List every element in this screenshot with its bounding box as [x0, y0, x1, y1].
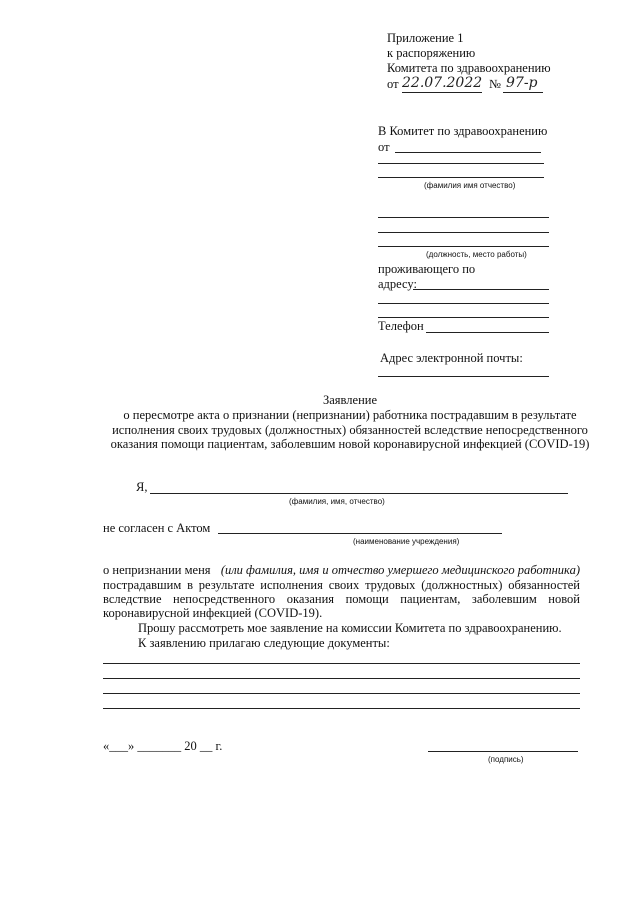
para1-line4: коронавирусной инфекцией (COVID-19). [103, 606, 323, 620]
statement-subtitle-3: оказания помощи пациентам, заболевшим новой коронавирусной инфекцией (COVID-19) [110, 437, 590, 451]
address-line-3[interactable] [378, 317, 549, 318]
address-line-1[interactable] [413, 289, 549, 290]
residing-label-1: проживающего по [378, 262, 476, 276]
phone-line[interactable] [426, 332, 549, 333]
addressee-to: В Комитет по здравоохранению [378, 124, 548, 138]
institution-line[interactable] [218, 533, 502, 534]
appendix-line3: Комитета по здравоохранению [387, 61, 551, 75]
statement-subtitle-2: исполнения своих трудовых (должностных) обязанностей вследствие непосредственного [112, 423, 588, 437]
phone-label: Телефон [378, 319, 424, 333]
document-line-3[interactable] [103, 693, 580, 694]
para1-line3: вследствие непосредственного оказания помощи пациентам, заболевшим новой [103, 592, 580, 606]
addressee-from-label: от [378, 140, 390, 154]
appendix-date: 22.07.2022 [402, 75, 483, 91]
from-line-1[interactable] [395, 152, 541, 153]
institution-caption: (наименование учреждения) [353, 537, 460, 546]
residing-label-2: адресу: [378, 277, 417, 291]
document-line-1[interactable] [103, 663, 580, 664]
para1-start: о непризнании меня [103, 563, 211, 577]
para1-line1 [103, 563, 580, 578]
from-line-3[interactable] [378, 177, 544, 178]
attach-text: К заявлению прилагаю следующие документы: [138, 636, 390, 650]
para1-italic: (или фамилия, имя и отчество умершего медицинского работника) [220, 563, 580, 577]
statement-title: Заявление [322, 393, 377, 407]
signature-line[interactable] [428, 751, 578, 752]
position-line-2[interactable] [378, 232, 549, 233]
email-line[interactable] [378, 376, 549, 377]
appendix-title: Приложение 1 [387, 31, 464, 45]
signature-caption: (подпись) [488, 755, 524, 764]
date-field[interactable]: «___» _______ 20 __ г. [103, 739, 223, 753]
position-caption: (должность, место работы) [426, 250, 527, 259]
appendix-date-line [402, 92, 482, 93]
name-caption: (фамилия имя отчество) [424, 181, 516, 190]
applicant-name-line[interactable] [150, 493, 568, 494]
disagree-label: не согласен с Актом [103, 521, 211, 535]
position-line-3[interactable] [378, 246, 549, 247]
applicant-name-caption: (фамилия, имя, отчество) [289, 497, 385, 506]
appendix-number: 97-р [506, 75, 538, 91]
position-line-1[interactable] [378, 217, 549, 218]
i-label: Я, [136, 480, 148, 494]
appendix-line2: к распоряжению [387, 46, 476, 60]
appendix-number-line [503, 92, 543, 93]
document-line-2[interactable] [103, 678, 580, 679]
statement-subtitle-1: о пересмотре акта о признании (непризнании) работника пострадавшим в результате [123, 408, 577, 422]
from-line-2[interactable] [378, 163, 544, 164]
email-label: Адрес электронной почты: [380, 351, 523, 365]
address-line-2[interactable] [378, 303, 549, 304]
appendix-from-label: от [387, 77, 399, 91]
appendix-number-label: № [489, 77, 501, 91]
request-text: Прошу рассмотреть мое заявление на комиссии Комитета по здравоохранению. [138, 621, 562, 635]
para1-line2: пострадавшим в результате исполнения своих трудовых (должностных) обязанностей [103, 578, 580, 592]
document-line-4[interactable] [103, 708, 580, 709]
